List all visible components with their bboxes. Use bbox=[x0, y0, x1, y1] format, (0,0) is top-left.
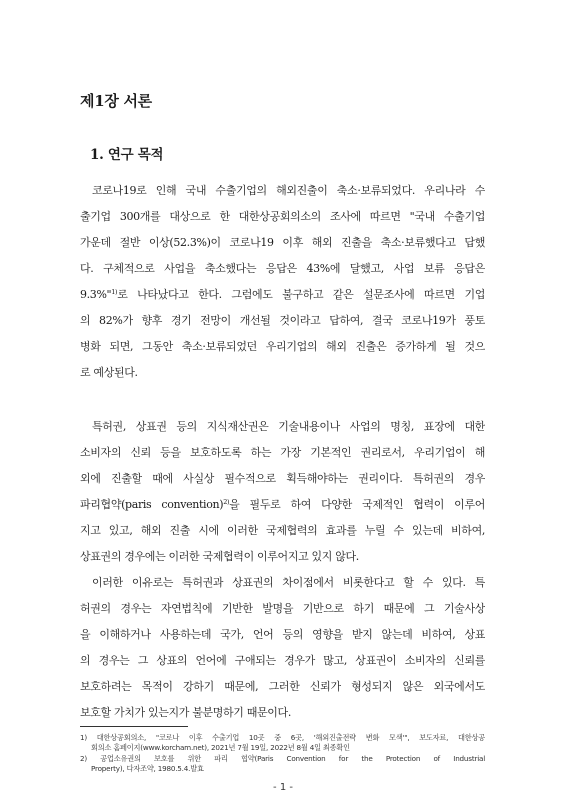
chapter-title: 제1장 서론 bbox=[80, 92, 152, 110]
footnote-2-line: Property), 다자조약, 1980.5.4.발효 bbox=[91, 764, 204, 773]
paragraph-line: 로 예상된다. bbox=[80, 366, 138, 379]
footnote-1-line: 회의소 홈페이지(www.korcham.net), 2021년 7월 19일, 2022년 8월 4일 최종확인 bbox=[91, 743, 350, 752]
paragraph-line: 상표권의 경우에는 이러한 국제협력이 이루어지고 있지 않다. bbox=[80, 550, 359, 563]
paragraph-line: 가운데 절반 이상(52.3%)이 코로나19 이후 해외 진출을 축소·보류했다고 답했 bbox=[80, 236, 485, 249]
paragraph-line: 소비자의 신뢰 등을 보호하도록 하는 가장 기본적인 권리로서, 우리기업이 해 bbox=[80, 446, 485, 459]
paragraph-line: 의 경우는 그 상표의 언어에 구애되는 경우가 많고, 상표권이 소비자의 신뢰를 bbox=[80, 654, 485, 667]
section-title: 1. 연구 목적 bbox=[90, 147, 164, 163]
footnote-1-line: 1) 대한상공회의소, "코로나 이후 수출기업 10곳 중 6곳, '해외진출전략 변화 모색'", 보도자료, 대한상공 bbox=[80, 733, 485, 742]
footnote-ref: 2) bbox=[223, 498, 230, 506]
page-number: - 1 - bbox=[273, 782, 293, 793]
paragraph-line: 이러한 이유로는 특허권과 상표권의 차이점에서 비롯한다고 할 수 있다. 특 bbox=[92, 576, 485, 589]
footnote-2-line: 2) 공업소유권의 보호를 위한 파리 협약(Paris Convention for the Protection of Industrial bbox=[80, 754, 485, 763]
paragraph-text: 9.3%" bbox=[80, 288, 112, 301]
paragraph-line: 병화 되면, 그동안 축소·보류되었던 우리기업의 해외 진출은 증가하게 될 것으 bbox=[80, 340, 485, 353]
paragraph-line: 다. 구체적으로 사업을 축소했다는 응답은 43%에 달했고, 사업 보류 응답은 bbox=[80, 262, 485, 275]
paragraph-line: 을 이해하거나 사용하는데 국가, 언어 등의 영향을 받지 않는데 비하여, 상표 bbox=[80, 628, 485, 641]
footnote-ref: 1) bbox=[111, 288, 118, 296]
paragraph-line bbox=[80, 498, 485, 512]
paragraph-line: 지고 있고, 해외 진출 시에 이러한 국제협력의 효과를 누릴 수 있는데 비하여, bbox=[80, 524, 485, 537]
paragraph-line: 외에 진출할 때에 사실상 필수적으로 획득해야하는 권리이다. 특허권의 경우 bbox=[80, 472, 485, 485]
footnote-separator bbox=[80, 726, 188, 727]
paragraph-line: 보호할 가치가 있는지가 불분명하기 때문이다. bbox=[80, 706, 291, 719]
paragraph-line: 보호하려는 목적이 강하기 때문에, 그러한 신뢰가 형성되지 않은 외국에서도 bbox=[80, 680, 485, 693]
paragraph-text: 파리협약(paris convention) bbox=[80, 498, 224, 511]
paragraph-line: 허권의 경우는 자연법칙에 기반한 발명을 기반으로 하기 때문에 그 기술사상 bbox=[80, 602, 485, 615]
paragraph-line bbox=[80, 288, 485, 302]
paragraph-text: 로 나타났다고 한다. 그럼에도 불구하고 같은 설문조사에 따르면 기업 bbox=[117, 288, 485, 301]
paragraph-line: 코로나19로 인해 국내 수출기업의 해외진출이 축소·보류되었다. 우리나라 수 bbox=[92, 184, 485, 197]
paragraph-line: 의 82%가 향후 경기 전망이 개선될 것이라고 답하여, 결국 코로나19가 풍토 bbox=[80, 314, 485, 327]
paragraph-line: 특허권, 상표권 등의 지식재산권은 기술내용이나 사업의 명칭, 표장에 대한 bbox=[92, 420, 485, 433]
paragraph-line: 출기업 300개를 대상으로 한 대한상공회의소의 조사에 따르면 "국내 수출기업 bbox=[80, 210, 485, 223]
paragraph-text: 을 필두로 하여 다양한 국제적인 협력이 이루어 bbox=[229, 498, 485, 511]
